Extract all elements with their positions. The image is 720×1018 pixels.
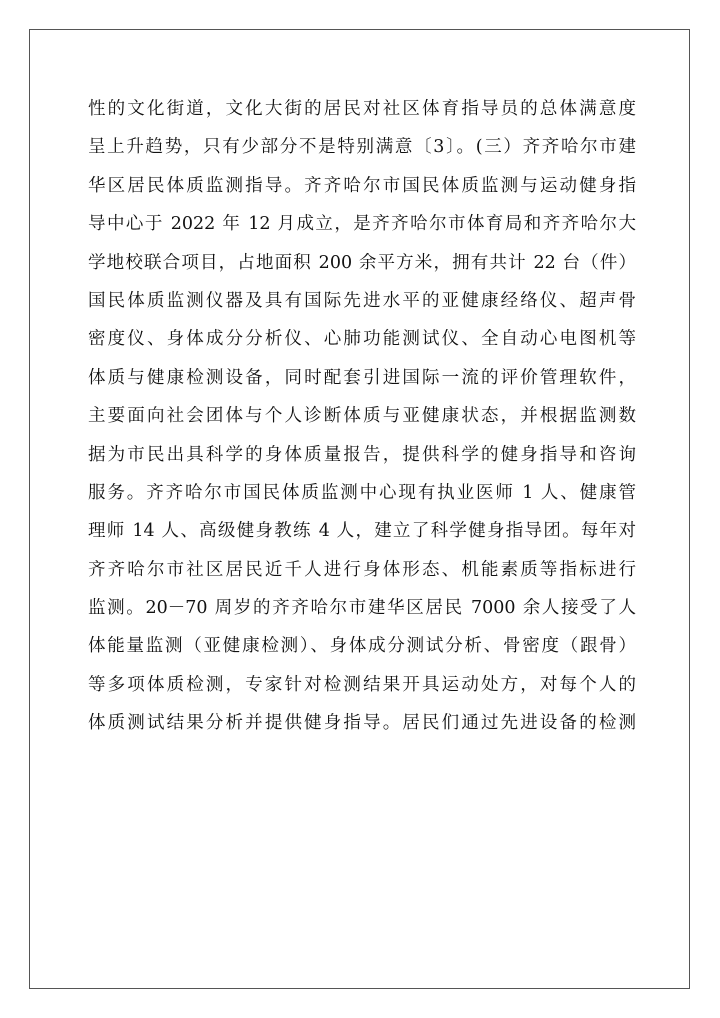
text-line: 华区居民体质监测指导。齐齐哈尔市国民体质监测与运动健身指	[88, 175, 636, 196]
text-line: 齐齐哈尔市社区居民近千人进行身体形态、机能素质等指标进行	[88, 559, 636, 580]
text-line: 体质与健康检测设备，同时配套引进国际一流的评价管理软件，	[88, 367, 636, 388]
text-line: 密度仪、身体成分分析仪、心肺功能测试仪、全自动心电图机等	[88, 329, 636, 350]
text-line: 国民体质监测仪器及具有国际先进水平的亚健康经络仪、超声骨	[88, 290, 636, 311]
text-line: 呈上升趋势，只有少部分不是特别满意〔3〕。(三）齐齐哈尔市建	[88, 137, 636, 158]
body-text	[88, 90, 636, 743]
text-line: 等多项体质检测，专家针对检测结果开具运动处方，对每个人的	[88, 674, 636, 695]
text-line: 导中心于 2022 年 12 月成立，是齐齐哈尔市体育局和齐齐哈尔大	[88, 214, 636, 235]
text-line: 体质测试结果分析并提供健身指导。居民们通过先进设备的检测	[88, 713, 636, 734]
text-line: 学地校联合项目，占地面积 200 余平方米，拥有共计 22 台（件）	[88, 252, 636, 273]
text-line: 性的文化街道，文化大街的居民对社区体育指导员的总体满意度	[88, 99, 636, 119]
text-line: 体能量监测（亚健康检测）、身体成分测试分析、骨密度（跟骨）	[88, 636, 636, 657]
text-line: 主要面向社会团体与个人诊断体质与亚健康状态，并根据监测数	[88, 406, 636, 427]
text-line: 监测。20－70 周岁的齐齐哈尔市建华区居民 7000 余人接受了人	[88, 598, 636, 619]
text-line: 理师 14 人、高级健身教练 4 人，建立了科学健身指导团。每年对	[88, 521, 636, 542]
text-line: 据为市民出具科学的身体质量报告，提供科学的健身指导和咨询	[88, 444, 636, 465]
text-line: 服务。齐齐哈尔市国民体质监测中心现有执业医师 1 人、健康管	[88, 482, 636, 503]
